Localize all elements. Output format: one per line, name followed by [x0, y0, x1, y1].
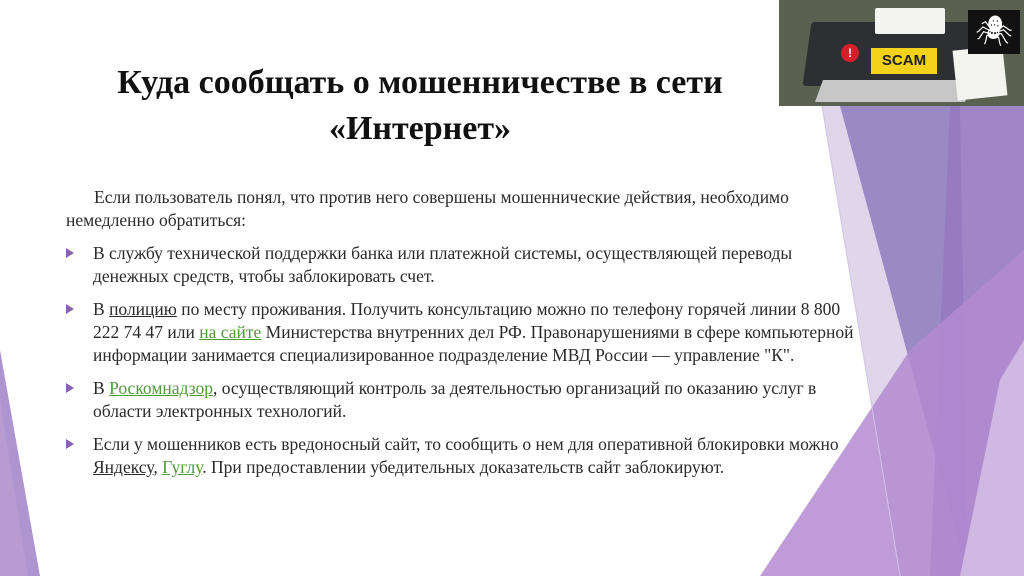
alert-icon: !	[841, 44, 859, 62]
slide-body	[66, 186, 866, 489]
page-title: Куда сообщать о мошенничестве в сети «Интернет»	[117, 64, 723, 147]
keyboard-shape	[815, 80, 973, 102]
list-item-bank-support	[66, 242, 866, 288]
list-item-suffix: , осуществляющий контроль за деятельностью организаций по оказанию услуг в области электронных технологий.	[93, 378, 817, 421]
bullet-icon	[66, 248, 74, 258]
bullet-icon	[66, 439, 74, 449]
spider-icon: 🕷	[968, 10, 1020, 54]
roskomnadzor-link[interactable]: Роскомнадзор	[109, 378, 213, 398]
list-item-mid: ,	[153, 457, 163, 477]
list-item-mid: по месту проживания. Получить консультацию можно по телефону горячей линии 8 800 222 74 47 или	[93, 299, 841, 342]
list-item-suffix: Министерства внутренних дел РФ. Правонарушениями в сфере компьютерной информации занимается специализированное подразделение МВД России — управление "К".	[93, 322, 854, 365]
mvd-site-link[interactable]: на сайте	[199, 322, 262, 342]
list-item-police	[66, 298, 866, 367]
browser-popup	[875, 8, 945, 34]
list-item-text: В службу технической поддержки банка или платежной системы, осуществляющей переводы денежных средств, чтобы заблокировать счет.	[93, 243, 793, 286]
bullet-icon	[66, 304, 74, 314]
scam-label: SCAM	[871, 48, 937, 74]
police-link[interactable]: полицию	[109, 299, 177, 319]
list-item-prefix: В	[93, 378, 110, 398]
list-item-roskomnadzor	[66, 377, 866, 423]
google-link[interactable]: Гуглу	[162, 457, 203, 477]
intro-paragraph: Если пользователь понял, что против него совершены мошеннические действия, необходимо немедленно обратиться:	[66, 187, 789, 230]
list-item-malicious-site	[66, 433, 866, 479]
scam-laptop-photo	[779, 0, 1024, 106]
list-item-prefix: В	[93, 299, 110, 319]
list-item-suffix: . При предоставлении убедительных доказательств сайт заблокируют.	[202, 457, 725, 477]
yandex-link[interactable]: Яндексу	[93, 457, 154, 477]
list-item-prefix: Если у мошенников есть вредоносный сайт, то сообщить о нем для оперативной блокировки можно	[93, 434, 839, 454]
bullet-icon	[66, 383, 74, 393]
